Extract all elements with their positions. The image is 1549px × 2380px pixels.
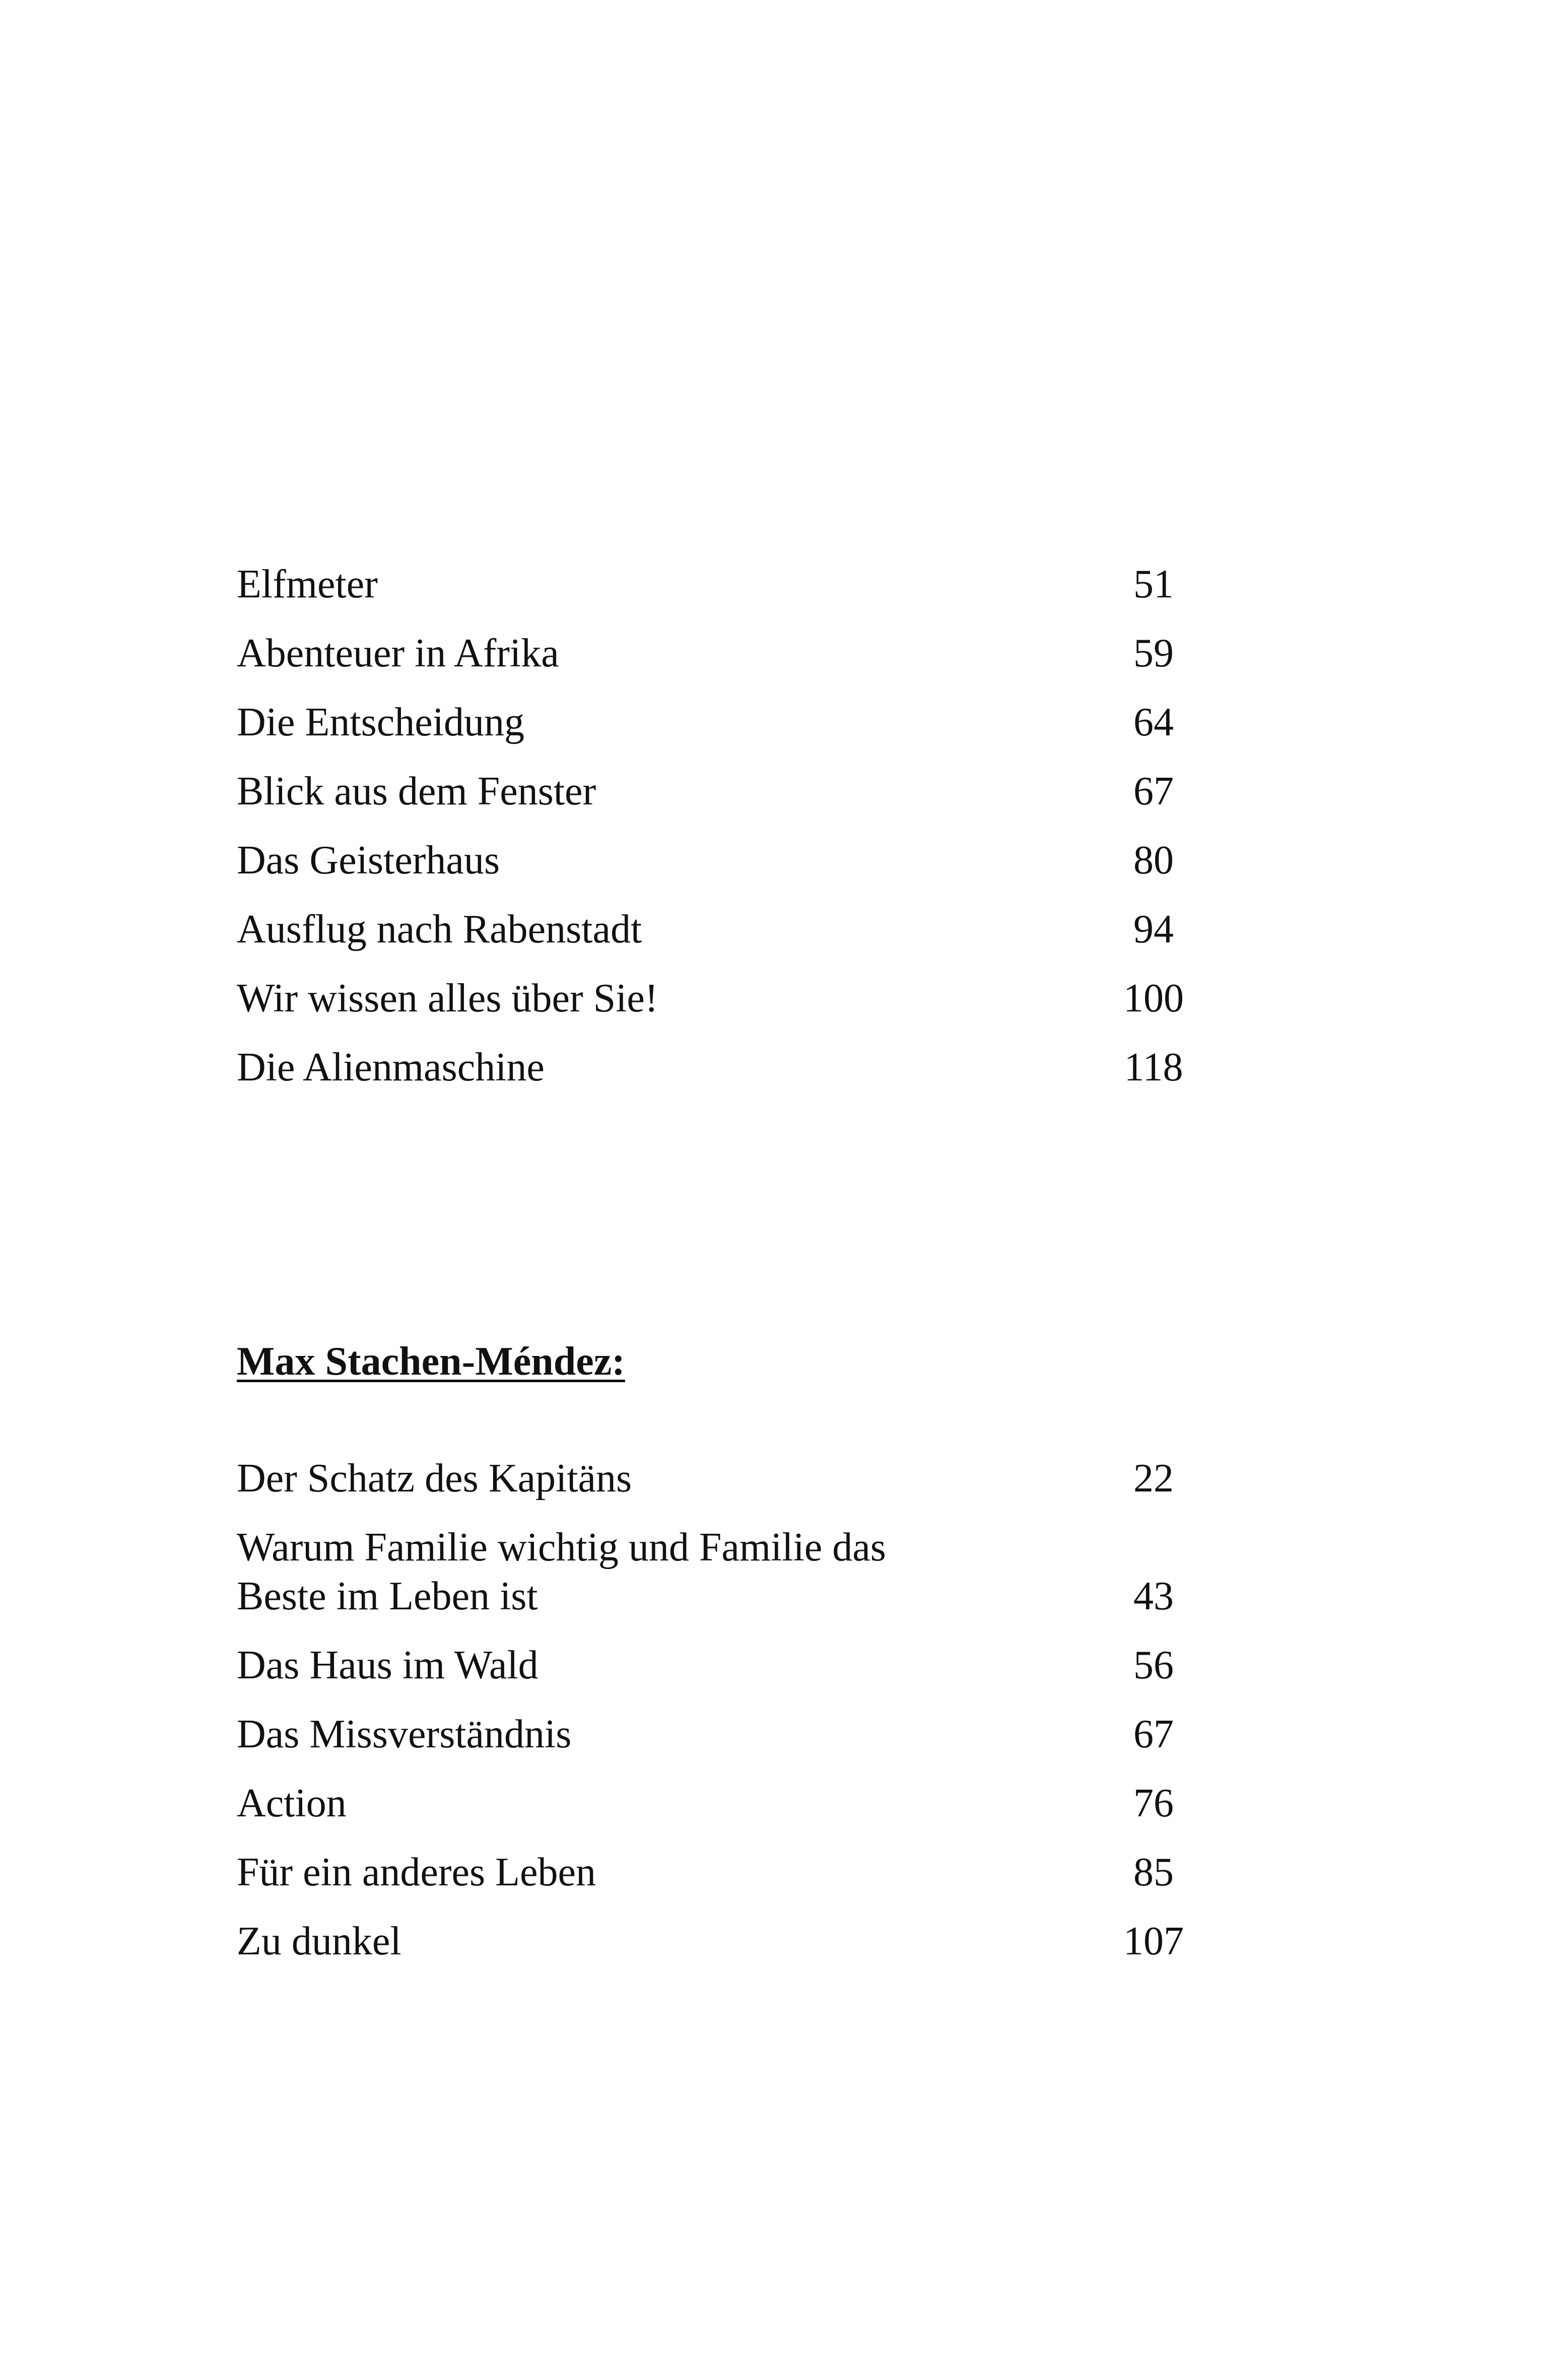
toc-entry-page: 67 bbox=[1133, 769, 1174, 813]
table-of-contents-first bbox=[237, 560, 1194, 1112]
toc-entry-title: Blick aus dem Fenster bbox=[237, 769, 596, 813]
toc-entry bbox=[237, 1454, 1194, 1523]
author-section-heading: Max Stachen-Méndez: bbox=[237, 1339, 625, 1384]
toc-entry-page: 100 bbox=[1123, 976, 1184, 1021]
toc-entry bbox=[237, 1848, 1194, 1917]
toc-entry bbox=[237, 905, 1194, 974]
toc-entry-title: Die Entscheidung bbox=[237, 700, 524, 744]
toc-entry-page: 67 bbox=[1133, 1712, 1174, 1756]
toc-entry-title: Für ein anderes Leben bbox=[237, 1850, 596, 1894]
toc-entry-title: Das Geisterhaus bbox=[237, 838, 500, 882]
toc-entry-title: Die Alienmaschine bbox=[237, 1045, 545, 1090]
toc-entry bbox=[237, 1779, 1194, 1848]
toc-entry-page: 43 bbox=[1133, 1574, 1174, 1618]
toc-entry-page: 51 bbox=[1133, 562, 1174, 606]
toc-entry bbox=[237, 698, 1194, 767]
toc-entry-title: Der Schatz des Kapitäns bbox=[237, 1456, 632, 1501]
toc-entry bbox=[237, 1641, 1194, 1710]
toc-entry-title: Abenteuer in Afrika bbox=[237, 631, 559, 675]
toc-entry-page: 107 bbox=[1123, 1919, 1184, 1963]
toc-entry bbox=[237, 560, 1194, 629]
toc-entry-page: 118 bbox=[1124, 1045, 1183, 1090]
toc-entry-title: Elfmeter bbox=[237, 562, 378, 606]
toc-entry-title: Ausflug nach Rabenstadt bbox=[237, 907, 642, 951]
table-of-contents-second bbox=[237, 1454, 1194, 1986]
toc-entry-page: 22 bbox=[1133, 1456, 1174, 1501]
toc-entry-title: Warum Familie wichtig und Familie das Beste im Leben ist bbox=[237, 1525, 886, 1618]
toc-entry-title: Das Haus im Wald bbox=[237, 1643, 538, 1687]
toc-entry bbox=[237, 629, 1194, 698]
toc-entry-title: Wir wissen alles über Sie! bbox=[237, 976, 658, 1021]
toc-entry bbox=[237, 1043, 1194, 1112]
toc-entry bbox=[237, 1917, 1194, 1986]
toc-entry-page: 85 bbox=[1133, 1850, 1174, 1894]
toc-entry bbox=[237, 1710, 1194, 1779]
toc-entry-title: Zu dunkel bbox=[237, 1919, 401, 1963]
toc-entry-title: Action bbox=[237, 1781, 347, 1825]
toc-entry bbox=[237, 974, 1194, 1043]
toc-entry-page: 56 bbox=[1133, 1643, 1174, 1687]
toc-entry-page: 76 bbox=[1133, 1781, 1174, 1825]
toc-entry-title: Das Missverständnis bbox=[237, 1712, 572, 1756]
toc-entry-page: 94 bbox=[1133, 907, 1174, 951]
toc-entry bbox=[237, 767, 1194, 836]
toc-entry-page: 64 bbox=[1133, 700, 1174, 744]
toc-entry bbox=[237, 836, 1194, 905]
toc-entry-page: 59 bbox=[1133, 631, 1174, 675]
toc-entry-page: 80 bbox=[1133, 838, 1174, 882]
toc-entry bbox=[237, 1523, 1194, 1641]
